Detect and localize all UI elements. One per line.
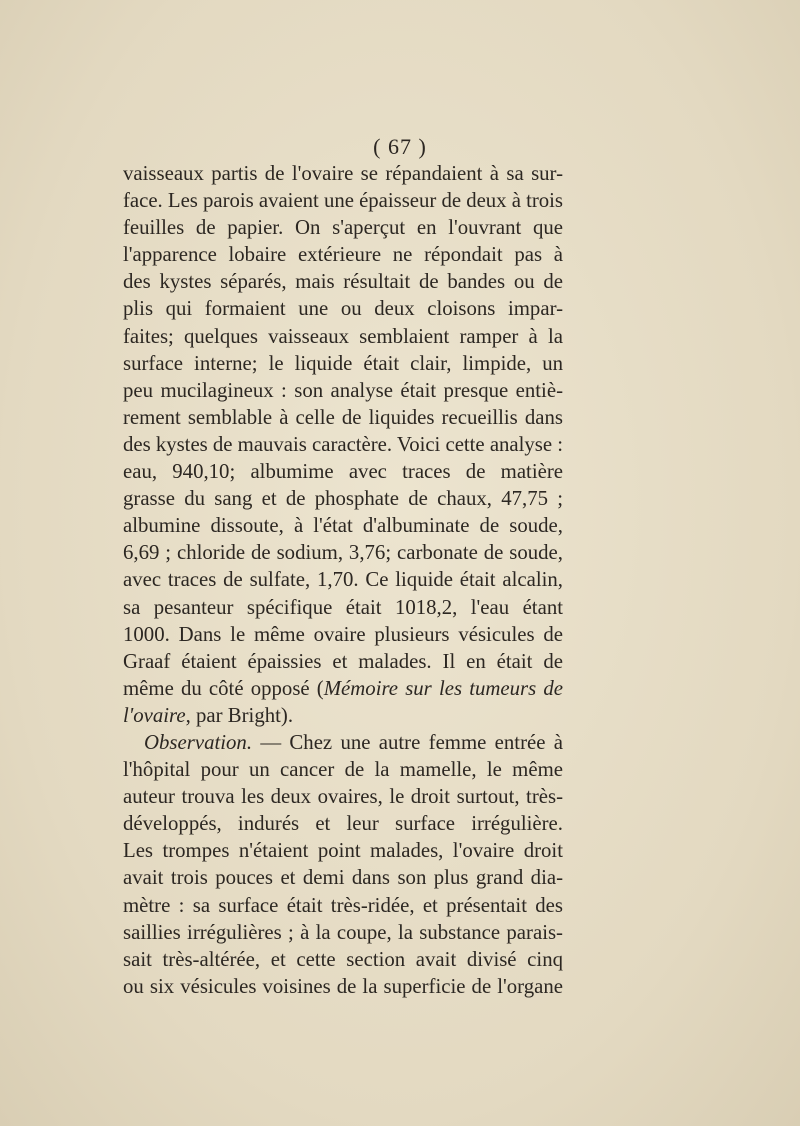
text-segment: , par Bright). <box>185 703 294 727</box>
body-text <box>123 160 563 1000</box>
text-line <box>123 675 563 702</box>
text-segment: sait très-altérée, et cette section avait divisé cinq <box>123 947 563 971</box>
text-segment: feuilles de papier. On s'aperçut en l'ouvrant que <box>123 216 563 240</box>
page-number: ( 67 ) <box>373 134 427 159</box>
text-segment: — Chez une autre femme entrée à <box>252 730 563 754</box>
italic-text: l'ovaire <box>123 703 186 727</box>
text-line <box>123 892 563 919</box>
text-line <box>123 458 563 485</box>
text-segment: sa pesanteur spécifique était 1018,2, l'eau étant <box>123 595 563 619</box>
text-line <box>123 539 563 566</box>
text-segment: saillies irrégulières ; à la coupe, la substance parais- <box>123 920 563 944</box>
text-line <box>123 350 563 377</box>
text-line <box>123 756 563 783</box>
text-segment: 6,69 ; chloride de sodium, 3,76; carbonate de soude, <box>123 541 563 565</box>
text-line <box>123 512 563 539</box>
italic-text: Mémoire sur les tumeurs de <box>323 676 563 700</box>
text-segment: grasse du sang et de phosphate de chaux, 47,75 ; <box>123 487 563 511</box>
text-line <box>123 431 563 458</box>
text-segment: auteur trouva les deux ovaires, le droit surtout, très- <box>123 785 563 809</box>
text-line <box>123 404 563 431</box>
text-line <box>123 837 563 864</box>
text-line <box>123 594 563 621</box>
text-segment: face. Les parois avaient une épaisseur de deux à trois <box>123 189 563 213</box>
text-segment: Graaf étaient épaissies et malades. Il en était de <box>123 649 563 673</box>
text-segment: avait trois pouces et demi dans son plus grand dia- <box>123 866 563 890</box>
text-line <box>123 810 563 837</box>
text-segment: peu mucilagineux : son analyse était presque entiè- <box>123 378 563 402</box>
text-segment: plis qui formaient une ou deux cloisons impar- <box>123 297 563 321</box>
text-segment: surface interne; le liquide était clair, limpide, un <box>123 351 563 375</box>
italic-text: Observation. <box>144 730 253 754</box>
text-segment: vaisseaux partis de l'ovaire se répandaient à sa sur- <box>123 162 563 185</box>
text-line <box>123 729 563 756</box>
text-line <box>123 648 563 675</box>
text-segment: Les trompes n'étaient point malades, l'ovaire droit <box>123 839 563 863</box>
text-segment: mètre : sa surface était très-ridée, et présentait des <box>123 893 563 917</box>
text-line <box>123 864 563 891</box>
text-line <box>123 702 563 729</box>
text-line <box>123 160 563 187</box>
text-line <box>123 566 563 593</box>
text-segment: albumine dissoute, à l'état d'albuminate de soude, <box>123 514 563 538</box>
text-segment: développés, indurés et leur surface irrégulière. <box>123 812 563 836</box>
text-line <box>123 187 563 214</box>
text-line <box>123 919 563 946</box>
text-segment: eau, 940,10; albumime avec traces de matière <box>123 460 563 484</box>
text-line <box>123 323 563 350</box>
text-segment: des kystes de mauvais caractère. Voici cette analyse : <box>123 432 563 456</box>
text-segment: l'apparence lobaire extérieure ne répondait pas à <box>123 243 563 267</box>
text-segment: 1000. Dans le même ovaire plusieurs vésicules de <box>123 622 563 646</box>
text-line <box>123 485 563 512</box>
text-segment: ou six vésicules voisines de la superficie de l'organe <box>123 974 563 998</box>
text-segment: l'hôpital pour un cancer de la mamelle, le même <box>123 758 563 782</box>
text-line <box>123 946 563 973</box>
text-line <box>123 973 563 1000</box>
text-line <box>123 621 563 648</box>
text-line <box>123 783 563 810</box>
text-line <box>123 241 563 268</box>
text-segment: faites; quelques vaisseaux semblaient ramper à la <box>123 324 563 348</box>
text-segment: avec traces de sulfate, 1,70. Ce liquide était alcalin, <box>123 568 563 592</box>
text-segment: des kystes séparés, mais résultait de bandes ou de <box>123 270 563 294</box>
text-line <box>123 295 563 322</box>
text-segment: même du côté opposé ( <box>123 676 324 700</box>
text-line <box>123 268 563 295</box>
text-line <box>123 377 563 404</box>
text-segment: rement semblable à celle de liquides recueillis dans <box>123 405 563 429</box>
text-line <box>123 214 563 241</box>
